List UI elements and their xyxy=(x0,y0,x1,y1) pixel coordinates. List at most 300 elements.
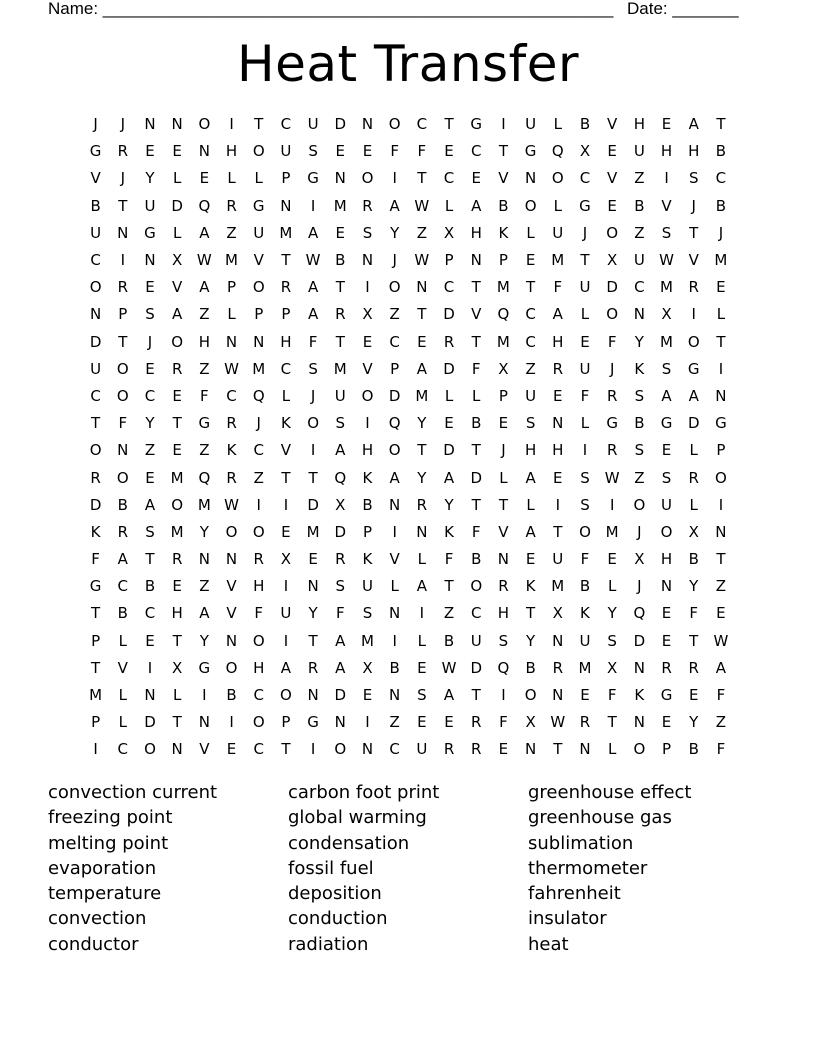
grid-letter[interactable]: E xyxy=(553,468,563,487)
grid-letter[interactable]: K xyxy=(580,604,590,623)
grid-letter[interactable]: V xyxy=(226,577,237,596)
grid-letter[interactable]: T xyxy=(580,251,590,270)
grid-letter[interactable]: N xyxy=(117,441,129,460)
grid-letter[interactable]: L xyxy=(526,223,535,242)
grid-letter[interactable]: K xyxy=(634,686,645,705)
grid-letter[interactable]: G xyxy=(524,142,537,161)
grid-letter[interactable]: R xyxy=(362,196,373,215)
grid-letter[interactable]: E xyxy=(661,115,672,134)
grid-letter[interactable]: O xyxy=(252,278,265,297)
grid-letter[interactable]: N xyxy=(361,251,374,270)
grid-letter[interactable]: T xyxy=(471,441,481,460)
grid-letter[interactable]: A xyxy=(688,386,699,405)
grid-letter[interactable]: M xyxy=(551,251,565,270)
grid-letter[interactable]: C xyxy=(226,386,237,405)
grid-letter[interactable]: O xyxy=(307,414,319,433)
grid-letter[interactable]: V xyxy=(688,251,699,270)
grid-letter[interactable]: U xyxy=(633,251,645,270)
grid-letter[interactable]: N xyxy=(633,658,645,677)
grid-letter[interactable]: B xyxy=(498,196,509,215)
grid-letter[interactable]: O xyxy=(470,577,483,596)
grid-letter[interactable]: N xyxy=(144,115,156,134)
grid-letter[interactable]: K xyxy=(444,522,454,541)
grid-letter[interactable]: U xyxy=(579,278,591,297)
grid-letter[interactable]: B xyxy=(362,495,373,514)
grid-letter[interactable]: O xyxy=(579,522,591,541)
grid-letter[interactable]: U xyxy=(470,631,482,650)
grid-letter[interactable]: Z xyxy=(389,713,400,732)
grid-letter[interactable]: L xyxy=(553,196,562,215)
grid-letter[interactable]: A xyxy=(280,658,292,677)
grid-letter[interactable]: T xyxy=(335,278,345,297)
grid-letter[interactable]: X xyxy=(607,658,618,677)
grid-letter[interactable]: L xyxy=(689,495,698,514)
grid-letter[interactable]: T xyxy=(498,495,508,514)
grid-letter[interactable]: B xyxy=(471,414,482,433)
grid-letter[interactable]: V xyxy=(607,169,618,188)
grid-letter[interactable]: E xyxy=(172,441,182,460)
grid-letter[interactable]: B xyxy=(579,115,591,134)
grid-letter[interactable]: T xyxy=(716,550,726,569)
grid-letter[interactable]: N xyxy=(633,305,645,324)
grid-letter[interactable]: A xyxy=(389,196,400,215)
grid-letter[interactable]: D xyxy=(443,441,455,460)
grid-letter[interactable]: N xyxy=(715,522,727,541)
grid-letter[interactable]: R xyxy=(117,522,128,541)
grid-letter[interactable]: U xyxy=(280,142,292,161)
grid-letter[interactable]: R xyxy=(688,468,699,487)
grid-letter[interactable]: T xyxy=(716,332,726,351)
grid-letter[interactable]: O xyxy=(388,278,401,297)
grid-letter[interactable]: T xyxy=(91,414,101,433)
grid-letter[interactable]: F xyxy=(499,713,508,732)
grid-letter[interactable]: M xyxy=(170,468,184,487)
grid-letter[interactable]: N xyxy=(389,604,401,623)
grid-letter[interactable]: T xyxy=(281,251,291,270)
grid-letter[interactable]: E xyxy=(335,223,346,242)
grid-letter[interactable]: R xyxy=(552,359,563,378)
grid-letter[interactable]: N xyxy=(198,713,210,732)
grid-letter[interactable]: A xyxy=(715,658,727,677)
grid-letter[interactable]: L xyxy=(499,468,508,487)
grid-letter[interactable]: J xyxy=(120,169,125,188)
grid-letter[interactable]: C xyxy=(144,386,156,405)
grid-letter[interactable]: E xyxy=(335,142,346,161)
grid-letter[interactable]: E xyxy=(444,414,454,433)
grid-letter[interactable]: S xyxy=(634,441,645,460)
grid-letter[interactable]: E xyxy=(308,550,318,569)
grid-letter[interactable]: Z xyxy=(634,169,645,188)
grid-letter[interactable]: O xyxy=(524,686,537,705)
grid-letter[interactable]: A xyxy=(199,604,210,623)
grid-letter[interactable]: N xyxy=(633,713,645,732)
grid-letter[interactable]: L xyxy=(580,414,590,433)
grid-letter[interactable]: H xyxy=(280,332,292,351)
grid-letter[interactable]: V xyxy=(661,196,672,215)
grid-letter[interactable]: O xyxy=(606,305,619,324)
grid-letter[interactable]: J xyxy=(637,577,642,596)
grid-letter[interactable]: W xyxy=(305,251,321,270)
grid-letter[interactable]: N xyxy=(389,495,401,514)
grid-letter[interactable]: U xyxy=(90,359,102,378)
grid-letter[interactable]: G xyxy=(89,577,102,596)
grid-letter[interactable]: G xyxy=(198,414,211,433)
grid-letter[interactable]: P xyxy=(91,713,101,732)
grid-letter[interactable]: H xyxy=(225,142,238,161)
grid-letter[interactable]: T xyxy=(444,577,454,596)
grid-letter[interactable]: D xyxy=(470,468,482,487)
grid-letter[interactable]: A xyxy=(661,386,672,405)
grid-letter[interactable]: K xyxy=(498,223,509,242)
grid-letter[interactable]: N xyxy=(552,631,564,650)
grid-letter[interactable]: Y xyxy=(526,631,536,650)
grid-letter[interactable]: X xyxy=(172,658,183,677)
grid-letter[interactable]: P xyxy=(281,713,291,732)
grid-letter[interactable]: O xyxy=(198,115,211,134)
grid-letter[interactable]: P xyxy=(254,305,264,324)
grid-letter[interactable]: C xyxy=(253,740,264,759)
grid-letter[interactable]: O xyxy=(116,359,129,378)
grid-letter[interactable]: J xyxy=(310,386,316,405)
grid-letter[interactable]: N xyxy=(552,686,564,705)
grid-letter[interactable]: H xyxy=(524,441,537,460)
grid-letter[interactable]: P xyxy=(362,522,372,541)
grid-letter[interactable]: E xyxy=(661,713,672,732)
grid-letter[interactable]: E xyxy=(362,142,373,161)
grid-letter[interactable]: L xyxy=(444,196,454,215)
grid-letter[interactable]: P xyxy=(281,305,291,324)
grid-letter[interactable]: I xyxy=(365,414,370,433)
grid-letter[interactable]: N xyxy=(198,142,210,161)
grid-letter[interactable]: T xyxy=(417,441,427,460)
grid-letter[interactable]: H xyxy=(660,142,673,161)
grid-letter[interactable]: E xyxy=(688,686,699,705)
grid-letter[interactable]: D xyxy=(334,686,347,705)
grid-letter[interactable]: O xyxy=(524,196,537,215)
grid-letter[interactable]: R xyxy=(579,713,591,732)
grid-letter[interactable]: I xyxy=(392,169,397,188)
grid-letter[interactable]: J xyxy=(501,441,506,460)
grid-letter[interactable]: P xyxy=(390,359,400,378)
grid-letter[interactable]: T xyxy=(417,305,427,324)
grid-letter[interactable]: T xyxy=(118,332,128,351)
grid-letter[interactable]: R xyxy=(226,414,237,433)
grid-letter[interactable]: F xyxy=(580,386,590,405)
grid-letter[interactable]: X xyxy=(688,522,699,541)
grid-letter[interactable]: F xyxy=(607,332,617,351)
grid-letter[interactable]: E xyxy=(716,278,726,297)
grid-letter[interactable]: Z xyxy=(634,223,645,242)
grid-letter[interactable]: X xyxy=(443,223,455,242)
grid-letter[interactable]: O xyxy=(388,441,401,460)
grid-letter[interactable]: F xyxy=(91,550,100,569)
grid-letter[interactable]: H xyxy=(171,604,183,623)
grid-letter[interactable]: V xyxy=(226,604,237,623)
grid-letter[interactable]: A xyxy=(307,223,319,242)
grid-letter[interactable]: V xyxy=(389,550,400,569)
grid-letter[interactable]: U xyxy=(253,223,265,242)
grid-letter[interactable]: O xyxy=(388,115,401,134)
grid-letter[interactable]: L xyxy=(172,223,182,242)
grid-letter[interactable]: Y xyxy=(145,169,155,188)
grid-letter[interactable]: F xyxy=(716,740,726,759)
grid-letter[interactable]: U xyxy=(525,115,537,134)
grid-letter[interactable]: N xyxy=(470,251,482,270)
grid-letter[interactable]: R xyxy=(171,359,183,378)
grid-letter[interactable]: S xyxy=(417,686,427,705)
grid-letter[interactable]: H xyxy=(253,658,265,677)
grid-letter[interactable]: F xyxy=(390,142,399,161)
grid-letter[interactable]: C xyxy=(90,251,101,270)
grid-letter[interactable]: T xyxy=(91,604,101,623)
grid-letter[interactable]: P xyxy=(716,441,726,460)
grid-letter[interactable]: G xyxy=(660,686,673,705)
grid-letter[interactable]: U xyxy=(552,223,564,242)
grid-letter[interactable]: Y xyxy=(689,577,699,596)
grid-letter[interactable]: N xyxy=(389,686,401,705)
grid-letter[interactable]: M xyxy=(89,686,103,705)
grid-letter[interactable]: D xyxy=(144,713,156,732)
grid-letter[interactable]: N xyxy=(225,631,238,650)
grid-letter[interactable]: E xyxy=(525,550,536,569)
grid-letter[interactable]: D xyxy=(470,658,482,677)
grid-letter[interactable]: A xyxy=(416,577,427,596)
grid-letter[interactable]: F xyxy=(607,686,617,705)
grid-letter[interactable]: E xyxy=(580,686,590,705)
grid-letter[interactable]: T xyxy=(172,414,182,433)
grid-letter[interactable]: J xyxy=(120,115,125,134)
grid-letter[interactable]: O xyxy=(280,686,292,705)
grid-letter[interactable]: B xyxy=(688,740,699,759)
grid-letter[interactable]: O xyxy=(715,468,727,487)
grid-letter[interactable]: E xyxy=(172,577,182,596)
grid-letter[interactable]: V xyxy=(199,740,210,759)
grid-letter[interactable]: E xyxy=(661,604,672,623)
grid-letter[interactable]: E xyxy=(498,740,509,759)
grid-letter[interactable]: Q xyxy=(388,414,401,433)
grid-letter[interactable]: B xyxy=(117,495,128,514)
grid-letter[interactable]: S xyxy=(145,305,155,324)
grid-letter[interactable]: S xyxy=(607,631,617,650)
grid-letter[interactable]: W xyxy=(224,495,239,514)
grid-letter[interactable]: E xyxy=(172,386,182,405)
grid-letter[interactable]: O xyxy=(171,332,184,351)
grid-letter[interactable]: T xyxy=(607,713,617,732)
grid-letter[interactable]: M xyxy=(306,522,320,541)
grid-letter[interactable]: E xyxy=(498,414,509,433)
grid-letter[interactable]: I xyxy=(202,686,207,705)
grid-letter[interactable]: O xyxy=(252,522,265,541)
grid-letter[interactable]: R xyxy=(335,550,346,569)
grid-letter[interactable]: K xyxy=(280,414,291,433)
grid-letter[interactable]: Y xyxy=(199,631,209,650)
grid-letter[interactable]: Y xyxy=(145,414,155,433)
grid-letter[interactable]: E xyxy=(580,332,590,351)
grid-letter[interactable]: E xyxy=(145,468,155,487)
grid-letter[interactable]: S xyxy=(661,468,672,487)
grid-letter[interactable]: N xyxy=(144,686,156,705)
grid-letter[interactable]: A xyxy=(443,686,455,705)
grid-letter[interactable]: Q xyxy=(633,604,646,623)
grid-letter[interactable]: A xyxy=(525,522,536,541)
grid-letter[interactable]: W xyxy=(414,251,430,270)
grid-letter[interactable]: L xyxy=(254,169,263,188)
grid-letter[interactable]: B xyxy=(90,196,101,215)
grid-letter[interactable]: U xyxy=(90,223,102,242)
grid-letter[interactable]: F xyxy=(689,604,699,623)
grid-letter[interactable]: I xyxy=(256,495,261,514)
grid-letter[interactable]: B xyxy=(471,550,482,569)
grid-letter[interactable]: M xyxy=(660,278,673,297)
grid-letter[interactable]: N xyxy=(225,550,238,569)
grid-letter[interactable]: Z xyxy=(634,468,645,487)
grid-letter[interactable]: V xyxy=(607,115,618,134)
grid-letter[interactable]: T xyxy=(308,468,318,487)
grid-letter[interactable]: O xyxy=(551,169,564,188)
grid-letter[interactable]: T xyxy=(145,550,155,569)
grid-letter[interactable]: G xyxy=(307,713,319,732)
grid-letter[interactable]: M xyxy=(578,658,592,677)
grid-letter[interactable]: I xyxy=(501,115,506,134)
grid-letter[interactable]: W xyxy=(441,658,457,677)
grid-letter[interactable]: V xyxy=(362,359,373,378)
grid-letter[interactable]: Z xyxy=(389,305,400,324)
grid-letter[interactable]: U xyxy=(579,359,591,378)
grid-letter[interactable]: K xyxy=(362,468,373,487)
grid-letter[interactable]: M xyxy=(496,278,510,297)
grid-letter[interactable]: H xyxy=(660,550,673,569)
grid-letter[interactable]: F xyxy=(553,278,563,297)
grid-letter[interactable]: R xyxy=(280,278,292,297)
grid-letter[interactable]: L xyxy=(118,713,127,732)
grid-letter[interactable]: T xyxy=(471,278,481,297)
grid-letter[interactable]: N xyxy=(361,115,374,134)
grid-letter[interactable]: M xyxy=(660,332,673,351)
grid-letter[interactable]: Y xyxy=(607,604,617,623)
grid-letter[interactable]: O xyxy=(225,658,238,677)
grid-letter[interactable]: I xyxy=(501,686,506,705)
grid-letter[interactable]: M xyxy=(605,522,619,541)
grid-letter[interactable]: J xyxy=(691,196,696,215)
grid-letter[interactable]: V xyxy=(117,658,128,677)
grid-letter[interactable]: V xyxy=(280,441,292,460)
grid-letter[interactable]: R xyxy=(335,305,346,324)
grid-letter[interactable]: J xyxy=(392,251,397,270)
grid-letter[interactable]: I xyxy=(229,115,234,134)
grid-letter[interactable]: O xyxy=(144,740,156,759)
grid-letter[interactable]: Y xyxy=(417,414,427,433)
grid-letter[interactable]: O xyxy=(633,495,646,514)
grid-letter[interactable]: W xyxy=(196,251,212,270)
grid-letter[interactable]: T xyxy=(172,631,182,650)
grid-letter[interactable]: Q xyxy=(497,658,510,677)
grid-letter[interactable]: W xyxy=(604,468,620,487)
grid-letter[interactable]: C xyxy=(389,332,400,351)
grid-letter[interactable]: N xyxy=(171,115,183,134)
grid-letter[interactable]: A xyxy=(199,223,210,242)
grid-letter[interactable]: F xyxy=(417,142,427,161)
grid-letter[interactable]: P xyxy=(281,169,291,188)
grid-letter[interactable]: Y xyxy=(199,522,209,541)
grid-letter[interactable]: L xyxy=(118,631,127,650)
grid-letter[interactable]: I xyxy=(609,495,615,514)
grid-letter[interactable]: W xyxy=(414,196,430,215)
grid-letter[interactable]: S xyxy=(498,631,509,650)
grid-letter[interactable]: A xyxy=(335,631,346,650)
grid-letter[interactable]: C xyxy=(634,278,645,297)
grid-letter[interactable]: D xyxy=(388,386,401,405)
grid-letter[interactable]: R xyxy=(90,468,101,487)
grid-letter[interactable]: R xyxy=(471,713,482,732)
grid-letter[interactable]: L xyxy=(607,740,617,759)
grid-letter[interactable]: S xyxy=(335,577,346,596)
grid-letter[interactable]: I xyxy=(365,278,370,297)
grid-letter[interactable]: R xyxy=(552,658,563,677)
grid-letter[interactable]: R xyxy=(226,196,237,215)
grid-letter[interactable]: B xyxy=(226,686,237,705)
grid-letter[interactable]: D xyxy=(687,414,700,433)
grid-letter[interactable]: I xyxy=(718,359,724,378)
grid-letter[interactable]: T xyxy=(281,468,291,487)
grid-letter[interactable]: Z xyxy=(715,577,727,596)
grid-letter[interactable]: R xyxy=(226,468,237,487)
grid-letter[interactable]: I xyxy=(283,631,289,650)
grid-letter[interactable]: J xyxy=(147,332,153,351)
grid-letter[interactable]: I xyxy=(392,522,397,541)
grid-letter[interactable]: D xyxy=(89,332,102,351)
grid-letter[interactable]: U xyxy=(579,631,591,650)
grid-letter[interactable]: F xyxy=(335,604,345,623)
grid-letter[interactable]: C xyxy=(579,169,591,188)
grid-letter[interactable]: O xyxy=(361,386,374,405)
grid-letter[interactable]: C xyxy=(470,142,482,161)
grid-letter[interactable]: X xyxy=(579,142,591,161)
grid-letter[interactable]: J xyxy=(637,522,642,541)
grid-letter[interactable]: W xyxy=(550,713,566,732)
grid-letter[interactable]: G xyxy=(252,196,265,215)
grid-letter[interactable]: R xyxy=(416,495,428,514)
grid-letter[interactable]: E xyxy=(281,522,291,541)
grid-letter[interactable]: X xyxy=(498,359,509,378)
grid-letter[interactable]: B xyxy=(443,631,455,650)
grid-letter[interactable]: Q xyxy=(551,142,564,161)
grid-letter[interactable]: T xyxy=(335,332,345,351)
grid-letter[interactable]: T xyxy=(689,223,699,242)
grid-letter[interactable]: T xyxy=(471,332,481,351)
grid-letter[interactable]: E xyxy=(471,169,481,188)
grid-letter[interactable]: E xyxy=(607,196,617,215)
grid-letter[interactable]: D xyxy=(89,495,102,514)
grid-letter[interactable]: F xyxy=(716,686,726,705)
grid-letter[interactable]: O xyxy=(171,495,184,514)
grid-letter[interactable]: X xyxy=(172,251,183,270)
grid-letter[interactable]: A xyxy=(416,359,427,378)
grid-letter[interactable]: F xyxy=(200,386,209,405)
grid-letter[interactable]: X xyxy=(607,251,618,270)
grid-letter[interactable]: D xyxy=(443,359,455,378)
grid-letter[interactable]: T xyxy=(281,740,291,759)
grid-letter[interactable]: B xyxy=(688,550,699,569)
grid-letter[interactable]: D xyxy=(334,115,347,134)
grid-letter[interactable]: I xyxy=(365,713,370,732)
grid-letter[interactable]: D xyxy=(171,196,183,215)
grid-letter[interactable]: Y xyxy=(444,495,454,514)
grid-letter[interactable]: O xyxy=(89,278,102,297)
grid-letter[interactable]: G xyxy=(198,658,211,677)
grid-letter[interactable]: D xyxy=(633,631,646,650)
grid-letter[interactable]: M xyxy=(197,495,211,514)
grid-letter[interactable]: N xyxy=(334,713,346,732)
